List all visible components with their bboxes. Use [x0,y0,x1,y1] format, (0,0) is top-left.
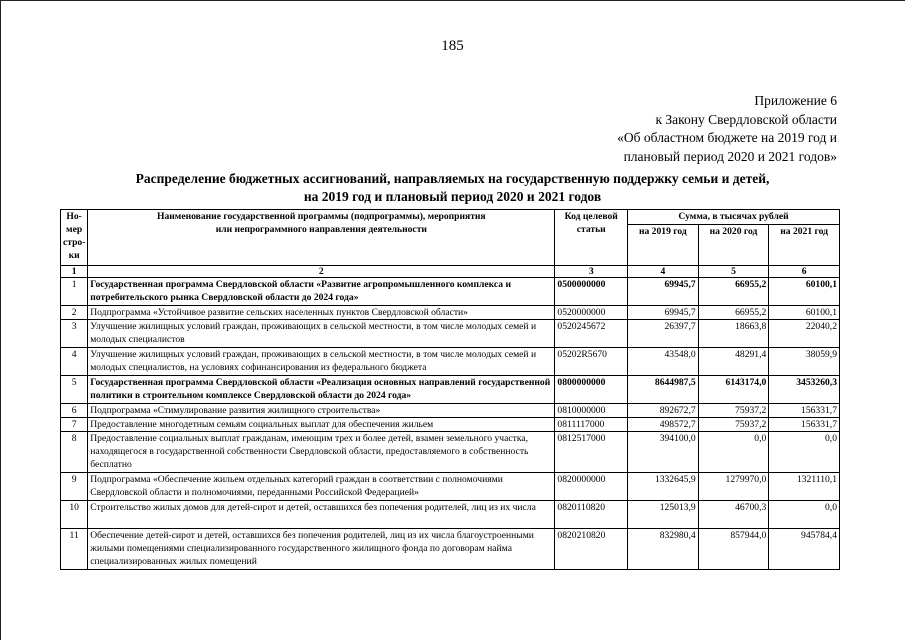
column-numbers-row [61,266,840,278]
header-name: Наименование государственной программы (подпрограммы), мероприятия или непрограммного направления деятельности [88,210,555,266]
header-2020: на 2020 год [698,225,769,266]
row-amount-2019: 1332645,9 [628,473,699,501]
row-amount-2020: 1279970,0 [698,473,769,501]
row-name: Подпрограмма «Обеспечение жильем отдельных категорий граждан в соответствии с полномочиями Свердловской области и полномочиями, переданными Российской Федерацией» [88,473,555,501]
row-name: Улучшение жилищных условий граждан, проживающих в сельской местности, в том числе молодых семей и молодых специалистов [88,320,555,348]
budget-table [60,209,840,570]
row-amount-2021: 38059,9 [769,348,840,376]
header-code: Код целевой статьи [555,210,628,266]
row-amount-2020: 66955,2 [698,306,769,320]
row-number: 7 [61,418,88,432]
row-name: Государственная программа Свердловской области «Реализация основных направлений государственной политики в строительном комплексе Свердловской области до 2024 года» [88,376,555,404]
row-amount-2020: 48291,4 [698,348,769,376]
row-amount-2020: 857944,0 [698,529,769,570]
appendix-line: к Закону Свердловской области [655,111,837,127]
row-code: 0520245672 [555,320,628,348]
table-row [61,376,840,404]
row-amount-2020: 6143174,0 [698,376,769,404]
row-amount-2021: 1321110,1 [769,473,840,501]
row-amount-2019: 8644987,5 [628,376,699,404]
row-number: 10 [61,501,88,529]
row-amount-2020: 75937,2 [698,418,769,432]
row-amount-2019: 394100,0 [628,432,699,473]
row-code: 05202R5670 [555,348,628,376]
table-row [61,501,840,529]
row-name: Государственная программа Свердловской области «Развитие агропромышленного комплекса и потребительского рынка Свердловской области до 2024 года» [88,278,555,306]
row-amount-2021: 0,0 [769,432,840,473]
row-number: 3 [61,320,88,348]
row-code: 0520000000 [555,306,628,320]
column-number: 3 [555,266,628,278]
row-name: Улучшение жилищных условий граждан, проживающих в сельской местности, в том числе молодых семей и молодых специалистов, на условиях софинансирования из федерального бюджета [88,348,555,376]
row-code: 0800000000 [555,376,628,404]
row-amount-2019: 26397,7 [628,320,699,348]
table-row [61,432,840,473]
table-row [61,320,840,348]
document-title-line: Распределение бюджетных ассигнований, направляемых на государственную поддержку семьи и детей, [135,171,770,186]
column-number: 5 [698,266,769,278]
appendix-line: «Об областном бюджете на 2019 год и [617,130,837,145]
row-code: 0500000000 [555,278,628,306]
row-code: 0811117000 [555,418,628,432]
document-title [0,170,905,206]
table-row [61,348,840,376]
row-name: Подпрограмма «Стимулирование развития жилищного строительства» [88,404,555,418]
row-amount-2021: 156331,7 [769,418,840,432]
row-code: 0810000000 [555,404,628,418]
document-title-line: на 2019 год и плановый период 2020 и 2021 годов [303,189,602,204]
table-row [61,278,840,306]
row-number: 9 [61,473,88,501]
row-amount-2021: 0,0 [769,501,840,529]
table-row [61,306,840,320]
row-name: Предоставление многодетным семьям социальных выплат для обеспечения жильем [88,418,555,432]
row-amount-2021: 156331,7 [769,404,840,418]
row-code: 0820110820 [555,501,628,529]
table-row [61,529,840,570]
table-row [61,404,840,418]
page-number: 185 [441,38,464,54]
header-sum-group: Сумма, в тысячах рублей [628,210,840,225]
table-row [61,418,840,432]
column-number: 6 [769,266,840,278]
row-code: 0820210820 [555,529,628,570]
appendix-line: Приложение 6 [754,93,837,108]
appendix-block [617,92,837,166]
row-amount-2021: 945784,4 [769,529,840,570]
row-number: 5 [61,376,88,404]
row-amount-2020: 66955,2 [698,278,769,306]
header-row-number: Но- мер стро- ки [61,210,88,266]
row-amount-2019: 832980,4 [628,529,699,570]
row-code: 0812517000 [555,432,628,473]
row-number: 2 [61,306,88,320]
appendix-line: плановый период 2020 и 2021 годов» [623,148,837,164]
column-number: 2 [88,266,555,278]
row-number: 1 [61,278,88,306]
row-amount-2019: 69945,7 [628,278,699,306]
row-amount-2019: 43548,0 [628,348,699,376]
row-amount-2021: 60100,1 [769,306,840,320]
row-amount-2020: 46700,3 [698,501,769,529]
row-name: Подпрограмма «Устойчивое развитие сельских населенных пунктов Свердловской области» [88,306,555,320]
column-number: 4 [628,266,699,278]
row-name: Обеспечение детей-сирот и детей, оставшихся без попечения родителей, лиц из их числа благоустроенными жилыми помещениями специализированного государственного жилищного фонда по договорам найма специализированных жилых помещений [88,529,555,570]
row-code: 0820000000 [555,473,628,501]
header-2019: на 2019 год [628,225,699,266]
row-amount-2020: 18663,8 [698,320,769,348]
row-amount-2019: 498572,7 [628,418,699,432]
header-2021: на 2021 год [769,225,840,266]
row-amount-2019: 892672,7 [628,404,699,418]
row-amount-2021: 22040,2 [769,320,840,348]
row-number: 11 [61,529,88,570]
row-amount-2021: 60100,1 [769,278,840,306]
row-amount-2020: 0,0 [698,432,769,473]
row-number: 4 [61,348,88,376]
column-number: 1 [61,266,88,278]
row-number: 6 [61,404,88,418]
row-name: Предоставление социальных выплат гражданам, имеющим трех и более детей, взамен земельного участка, находящегося в государственной собственности Свердловской области, предоставляемого в собственность бесплатно [88,432,555,473]
row-amount-2019: 69945,7 [628,306,699,320]
row-amount-2020: 75937,2 [698,404,769,418]
table-row [61,473,840,501]
row-number: 8 [61,432,88,473]
row-amount-2019: 125013,9 [628,501,699,529]
row-amount-2021: 3453260,3 [769,376,840,404]
row-name: Строительство жилых домов для детей-сирот и детей, оставшихся без попечения родителей, лиц из их числа [88,501,555,529]
